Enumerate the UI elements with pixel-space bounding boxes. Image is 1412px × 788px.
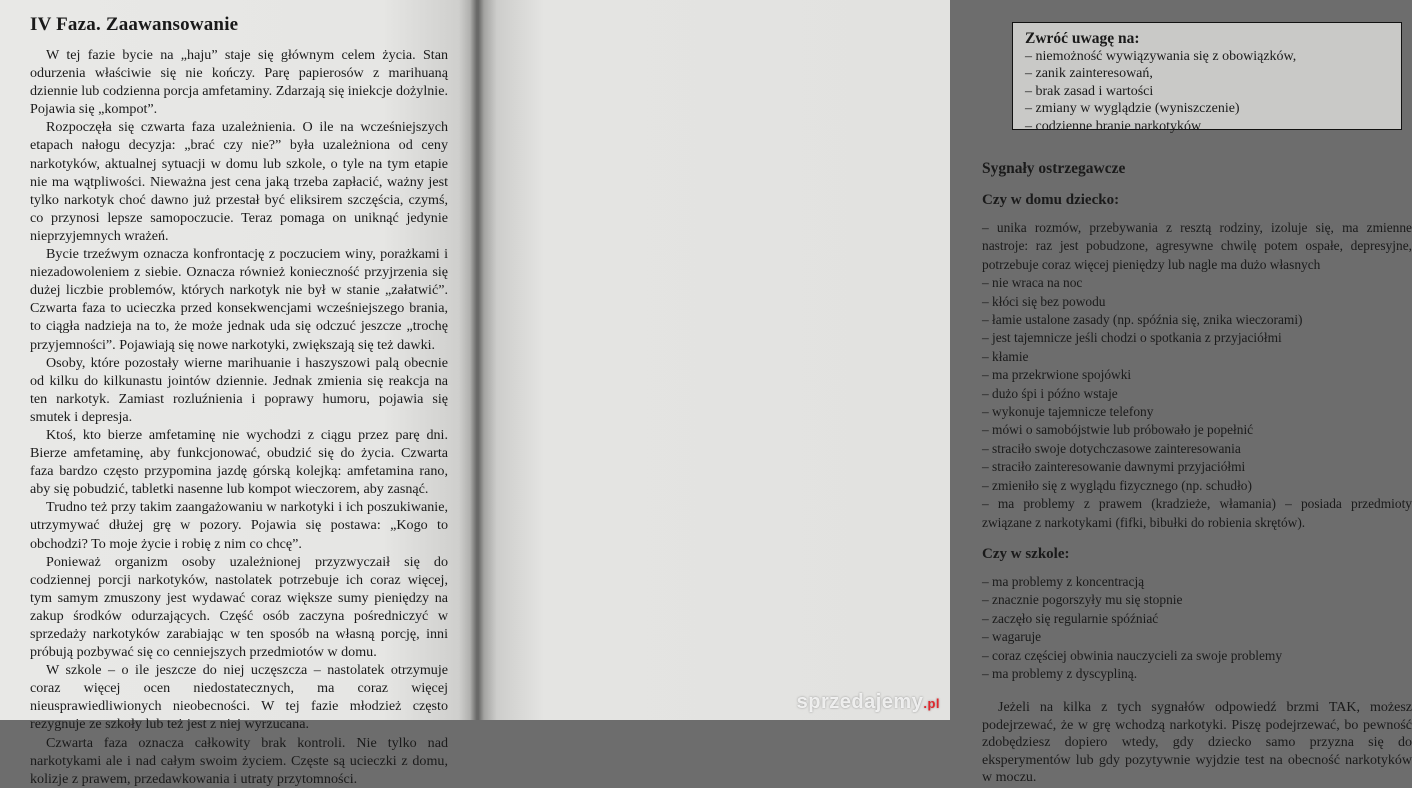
list-item: – zaczęło się regularnie spóźniać (982, 610, 1159, 626)
list-item: – straciło zainteresowanie dawnymi przyjaciółmi (982, 459, 1246, 475)
school-heading: Czy w szkole: (982, 545, 1070, 562)
notice-box (1012, 22, 1402, 134)
paragraph: W szkole – o ile jeszcze do niej uczęszcza – nastolatek otrzymuje coraz więcej ocen niedostatecznych, ma coraz więcej nieusprawiedliwionych nieobecności. W tej fazie młodzież często rezygnuje ze szkoły lub też jest z niej wyrzucana. (30, 662, 448, 733)
book-gutter (470, 0, 484, 720)
left-page-content (30, 14, 448, 788)
list-item: – wykonuje tajemnicze telefony (982, 404, 1154, 420)
notice-item: – brak zasad i wartości (1025, 83, 1154, 99)
list-item: – znacznie pogorszyły mu się stopnie (982, 592, 1183, 608)
list-item: – zmieniło się z wyglądu fizycznego (np. schudło) (982, 477, 1252, 493)
list-item: – nie wraca na noc (982, 275, 1083, 291)
list-item: – wagaruje (982, 629, 1042, 645)
list-item: – ma problemy z prawem (kradzieże, włamania) – posiada przedmioty związane z narkotykami (fifki, bibułki do robienia skrętów). (982, 496, 1412, 530)
right-page (478, 0, 1412, 786)
paragraph: Ktoś, kto bierze amfetaminę nie wychodzi z ciągu przez parę dni. Bierze amfetaminę, aby funkcjonować, obudzić się do życia. Czwarta faza bardzo często przypomina jazdę górską kolejką: amfetamina rano, aby się pobudzić, tabletki nasenne lub kompot wieczorem, aby zasnąć. (30, 426, 448, 498)
conclusion-paragraph: Jeżeli na kilka z tych sygnałów odpowiedź brzmi TAK, możesz podejrzewać, że w grę wchodzą narkotyki. Piszę podejrzewać, bo pewność zdobędziesz dopiero wtedy, gdy dziecko samo przyzna się do eksperymentów lub gdy pozytywnie wyjdzie test na obecność narkotyków w moczu. (982, 700, 1412, 786)
paragraph: Trudno też przy takim zaangażowaniu w narkotyki i ich poszukiwanie, utrzymywać dłużej grę w pozory. Pojawia się postawa: „Kogo to obchodzi? To moje życie i robię z nim co chcę”. (30, 499, 448, 552)
paragraph: W tej fazie bycie na „haju” staje się głównym celem życia. Stan odurzenia właściwie się nie kończy. Parę papierosów z marihuaną dziennie lub codzienna porcja amfetaminy. Zdarzają się iniekcje dożylnie. Pojawia się „kompot”. (30, 47, 448, 118)
right-page-content (982, 22, 1412, 787)
signals-heading: Sygnały ostrzegawcze (982, 160, 1126, 177)
notice-title: Zwróć uwagę na: (1025, 30, 1140, 47)
list-item: – unika rozmów, przebywania z resztą rodziny, izoluje się, ma zmienne nastroje: raz jest pobudzone, agresywne chwilę potem ospałe, depresyjne, potrzebuje coraz więcej pieniędzy lub nagle ma dużo własnych (982, 220, 1412, 272)
notice-item: – zanik zainteresowań, (1025, 66, 1153, 81)
list-item: – ma problemy z koncentracją (982, 573, 1145, 589)
notice-item: – niemożność wywiązywania się z obowiązków, (1025, 48, 1297, 64)
list-item: – mówi o samobójstwie lub próbowało je popełnić (982, 422, 1254, 438)
list-item: – kłóci się bez powodu (982, 293, 1106, 309)
notice-item: – codzienne branie narkotyków (1025, 118, 1202, 134)
list-item: – coraz częściej obwinia nauczycieli za swoje problemy (982, 647, 1283, 663)
paragraph: Bycie trzeźwym oznacza konfrontację z poczuciem winy, porażkami i niezadowoleniem z siebie. Oznacza również konieczność przyjrzenia się dużej liczbie problemów, których narkotyk nie był w stanie „załatwić”. Czwarta faza to ucieczka przed konsekwencjami wcześniejszego brania, to ciągła nadzieja na to, że może jednak uda się odczuć jeszcze „trochę przyjemności”. Pojawiają się nowe narkotyki, zwiększają się też dawki. (30, 246, 448, 353)
home-heading: Czy w domu dziecko: (982, 192, 1120, 208)
paragraph: Czwarta faza oznacza całkowity brak kontroli. Nie tylko nad narkotykami ale i nad całym swoim życiem. Częste są ucieczki z domu, kolizje z prawem, przedawkowania i utraty przytomności. (30, 734, 448, 787)
paragraph: Ponieważ organizm osoby uzależnionej przyzwyczaił się do codziennej porcji narkotyków, nastolatek potrzebuje ich coraz więcej, tym samym zmuszony jest wydawać coraz większe sumy pieniędzy na zakup środków odurzających. Część osób zaczyna pośredniczyć w sprzedaży narkotyków zarabiając w ten sposób na własną porcję, inni próbują pozbywać się co cenniejszych przedmiotów w domu. (30, 553, 448, 661)
watermark-text: sprzedajemy (796, 691, 924, 713)
chapter-heading: IV Faza. Zaawansowanie (30, 14, 239, 35)
list-item: – ma problemy z dyscypliną. (982, 665, 1138, 681)
list-item: – straciło swoje dotychczasowe zainteresowania (982, 440, 1241, 456)
left-page (0, 0, 478, 787)
list-item: – ma przekrwione spojówki (982, 367, 1132, 383)
paragraph: Rozpoczęła się czwarta faza uzależnienia. O ile na wcześniejszych etapach nałogu decyzja: „brać czy nie?” była uzależniona od ceny narkotyków, aktualnej sytuacji w domu lub szkole, o tyle na tym etapie nie ma wątpliwości. Nieważna jest cena jaką trzeba zapłacić, ważny jest tylko narkotyk choć dawno już przestał być eliksirem szczęścia, czymś, co przynosi lepsze samopoczucie. Teraz pomaga on uniknąć jedynie nieprzyjemnych wrażeń. (30, 119, 448, 244)
list-item: – łamie ustalone zasady (np. spóźnia się, znika wieczorami) (982, 312, 1303, 328)
watermark-logo (797, 691, 940, 714)
list-item: – kłamie (982, 348, 1029, 364)
paragraph: Osoby, które pozostały wierne marihuanie i haszyszowi palą obecnie od kilku do kilkunastu jointów dziennie. Jednak zmienia się reakcja na ten narkotyk. Zamiast rozluźnienia i poprawy humoru, pojawia się smutek i depresja. (30, 354, 448, 425)
list-item: – dużo śpi i późno wstaje (982, 385, 1118, 401)
watermark-suffix: .pl (923, 696, 940, 711)
list-item: – jest tajemnicze jeśli chodzi o spotkania z przyjaciółmi (982, 330, 1282, 346)
notice-item: – zmiany w wyglądzie (wyniszczenie) (1025, 101, 1240, 116)
